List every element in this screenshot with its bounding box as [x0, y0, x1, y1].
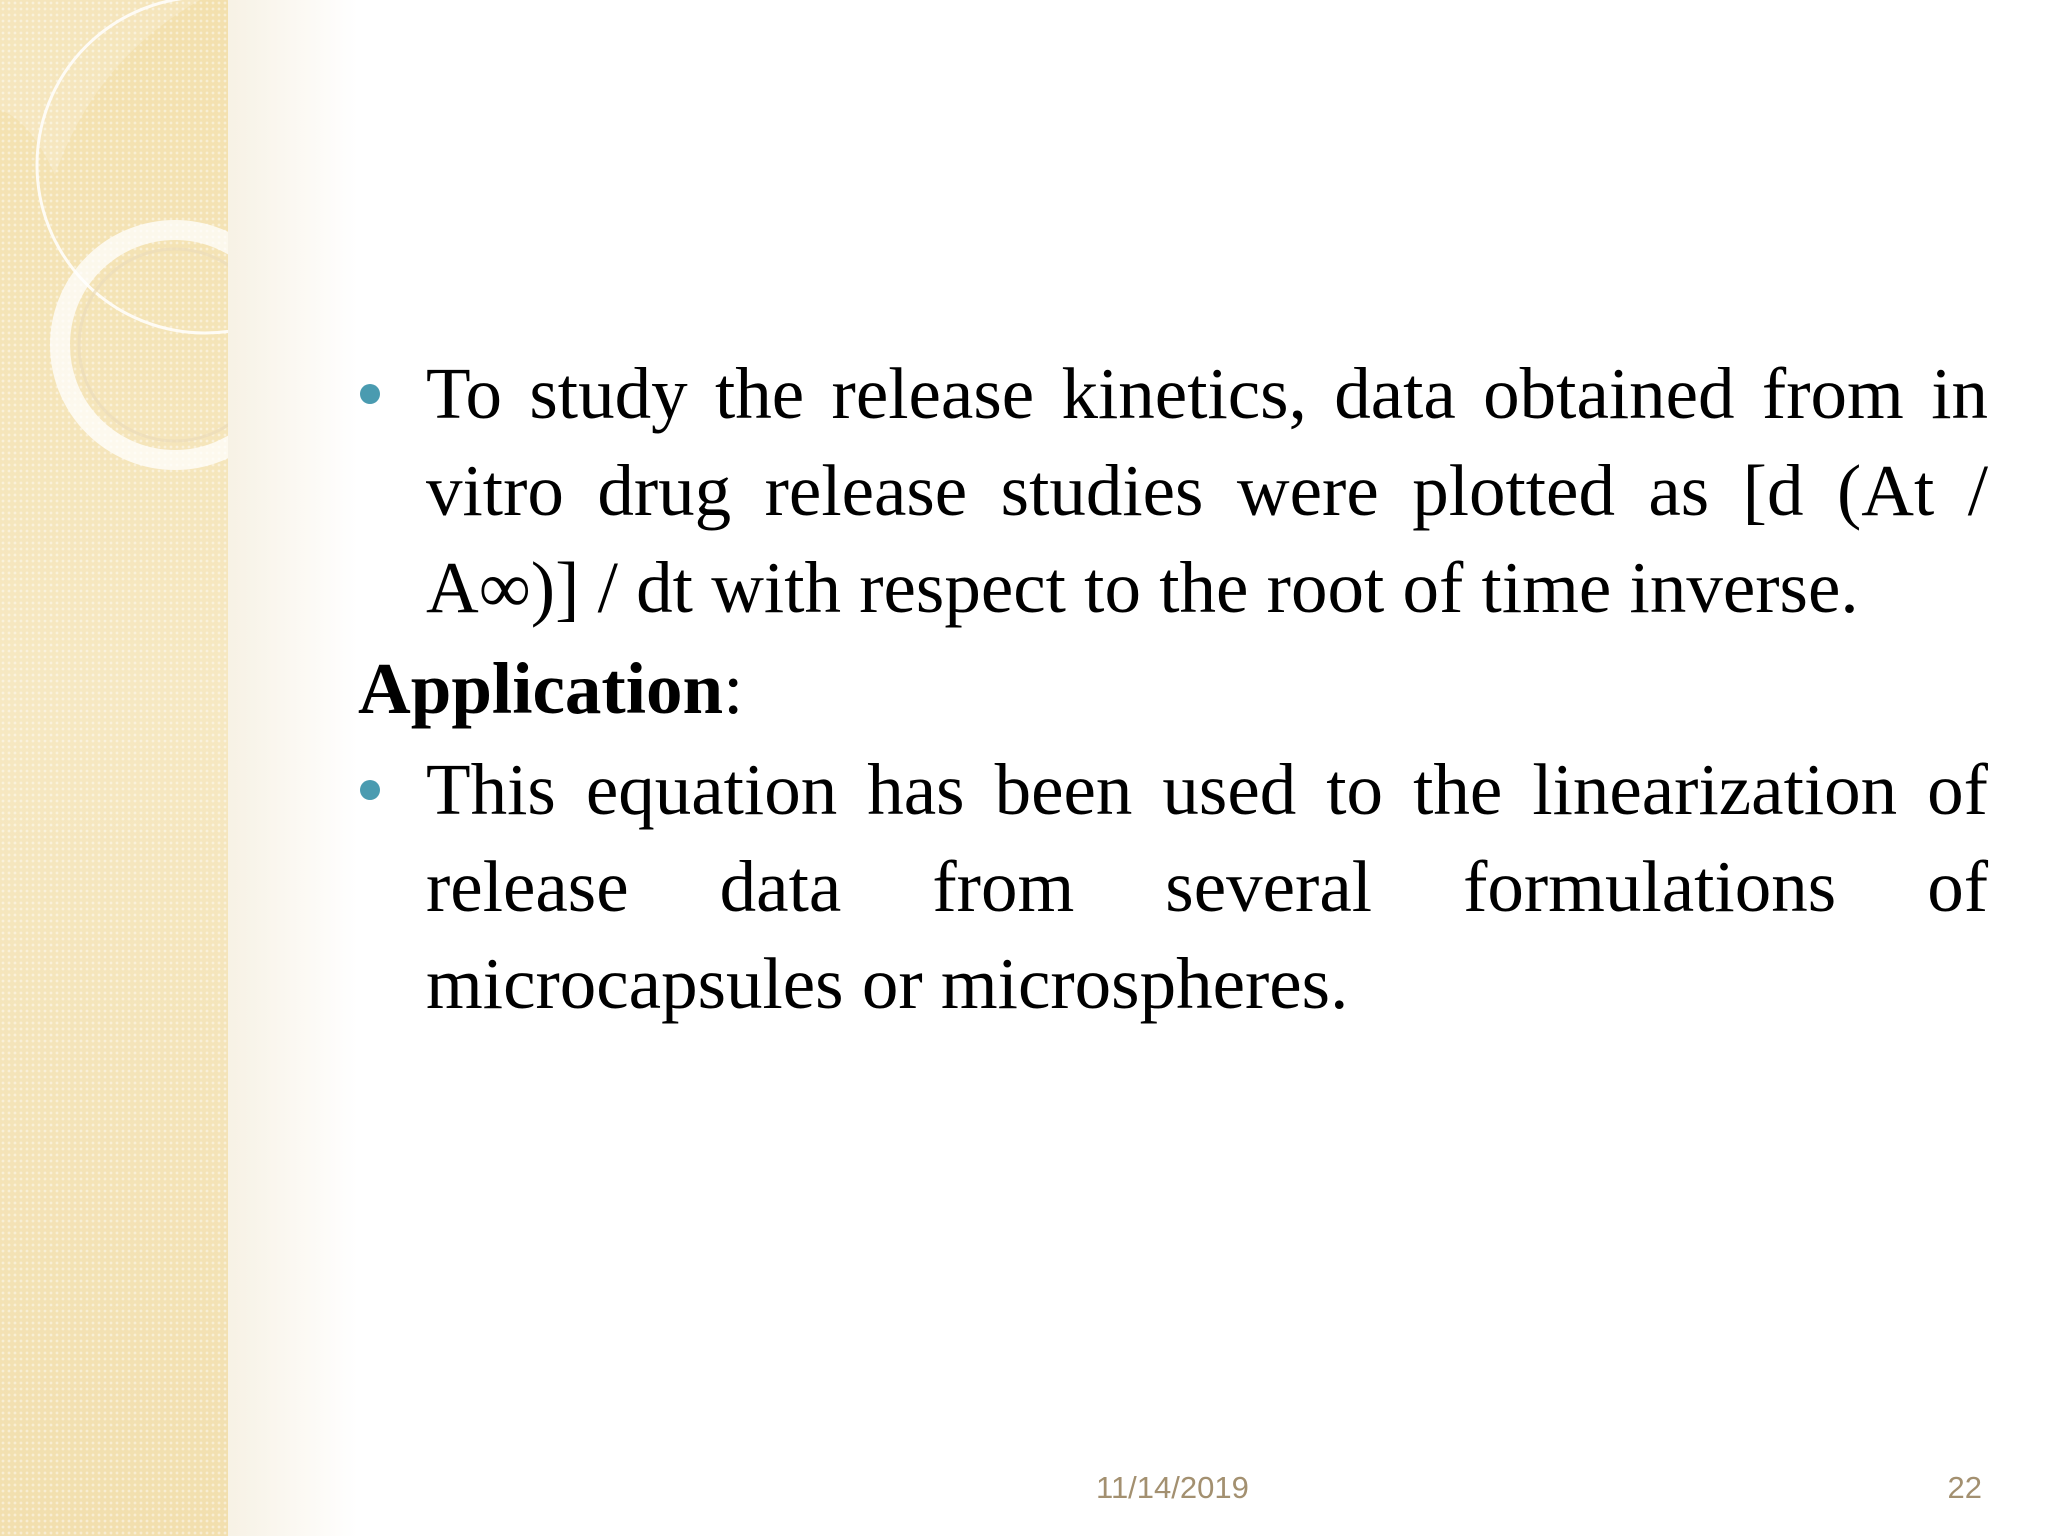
bullet-item-release-kinetics: [358, 345, 1988, 636]
side-strip-shadow: [228, 0, 358, 1536]
slide-body: [358, 345, 1988, 1032]
bullet-text: This equation has been used to the linearization of release data from several formulations of microcapsules or microspheres.: [426, 749, 1988, 1024]
decorative-side-strip: [0, 0, 228, 1536]
bullet-item-application: [358, 741, 1988, 1032]
bullet-dot-icon: [360, 780, 380, 800]
footer-date: 11/14/2019: [1096, 1470, 1249, 1505]
section-heading-label: Application: [358, 648, 724, 729]
section-heading-colon: :: [723, 648, 744, 729]
page-number: 22: [1947, 1470, 1982, 1505]
decorative-rings-graphic: [0, 0, 228, 520]
section-heading: [358, 640, 1988, 737]
bullet-dot-icon: [360, 384, 380, 404]
bullet-text: To study the release kinetics, data obtained from in vitro drug release studies were plotted as [d (At / A∞)] / dt with respect to the root of time inverse.: [426, 353, 1988, 628]
